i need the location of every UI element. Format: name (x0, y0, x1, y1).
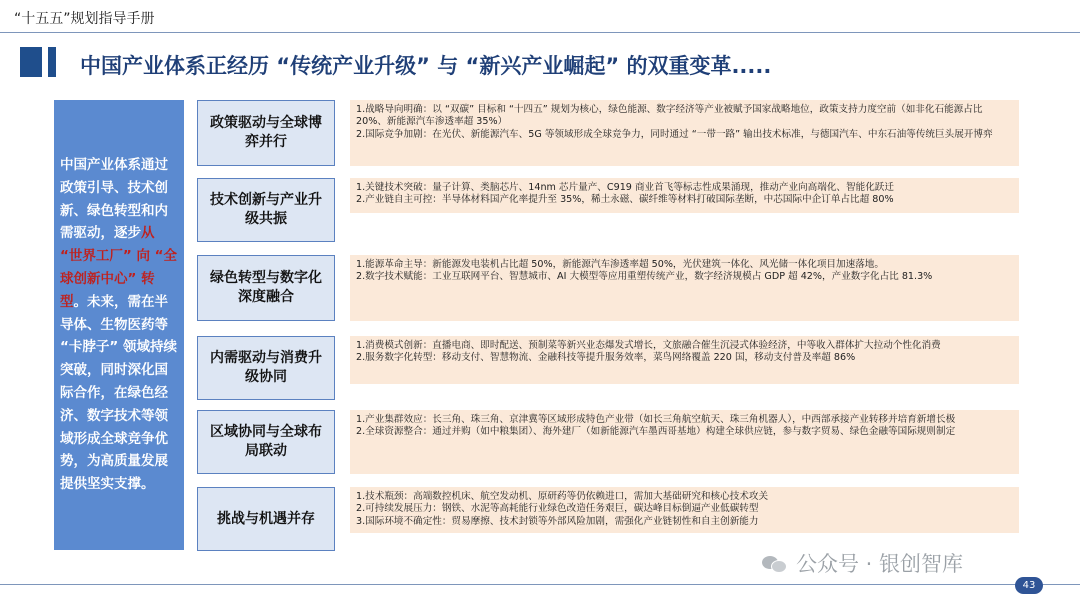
top-divider (0, 32, 1080, 33)
row-point: 3.国际环境不确定性：贸易摩擦、技术封锁等外部风险加剧，需强化产业链韧性和自主创新能力 (356, 515, 759, 527)
row-point: 1.关键技术突破：量子计算、类脑芯片、14nm 芯片量产、C919 商业首飞等标志性成果涌现，推动产业向高端化、智能化跃迁 (356, 182, 894, 193)
row-body (350, 487, 1019, 533)
row-label: 政策驱动与全球博弈并行 (197, 100, 335, 166)
row-label: 区域协同与全球布局联动 (197, 410, 335, 474)
summary-text-before: 中国产业体系通过政策引导、技术创新、绿色转型和内需驱动，逐步 (60, 157, 168, 242)
row-point: 1.能源革命主导：新能源发电装机占比超 50%，新能源汽车渗透率超 50%，光伏建筑一体化、风光储一体化项目加速落地。 (356, 259, 884, 270)
bottom-divider (0, 584, 1080, 585)
wechat-icon (762, 552, 788, 574)
row-point: 1.技术瓶颈：高端数控机床、航空发动机、原研药等仍依赖进口，需加大基础研究和核心技术攻关 (356, 491, 769, 502)
row-point: 2.产业链自主可控：半导体材料国产化率提升至 35%，稀土永磁、碳纤维等材料打破国际垄断，中芯国际中企订单占比超 80% (356, 194, 894, 206)
slide-headline: 中国产业体系正经历 “传统产业升级” 与 “新兴产业崛起” 的双重变革..... (80, 54, 772, 78)
row-label: 技术创新与产业升级共振 (197, 178, 335, 242)
row-point: 2.全球资源整合：通过并购（如中粮集团）、海外建厂（如新能源汽车墨西哥基地）构建全球供应链，参与数字贸易、绿色金融等国际规则制定 (356, 426, 956, 438)
row-point: 1.产业集群效应：长三角、珠三角、京津冀等区域形成特色产业带（如长三角航空航天、珠三角机器人），中西部承接产业转移并培育新增长极 (356, 414, 956, 425)
title-marker-block (20, 47, 42, 77)
row-technology (197, 178, 1019, 242)
watermark (762, 548, 963, 578)
row-body (350, 410, 1019, 474)
row-challenges (197, 487, 1019, 551)
row-point: 1.消费模式创新：直播电商、即时配送、预制菜等新兴业态爆发式增长，文旅融合催生沉浸式体验经济，中等收入群体扩大拉动个性化消费 (356, 340, 941, 351)
row-label: 挑战与机遇并存 (197, 487, 335, 551)
row-body (350, 255, 1019, 321)
row-label: 绿色转型与数字化深度融合 (197, 255, 335, 321)
document-title: “十五五”规划指导手册 (14, 11, 155, 27)
summary-text (60, 154, 178, 496)
title-marker-bar (48, 47, 56, 77)
row-regional-global (197, 410, 1019, 474)
page-number: 43 (1015, 577, 1043, 594)
row-point: 2.可持续发展压力：钢铁、水泥等高耗能行业绿色改造任务艰巨，碳达峰目标倒逼产业低碳转型 (356, 503, 759, 515)
row-point: 1.战略导向明确：以 “双碳” 目标和 “十四五” 规划为核心，绿色能源、数字经济等产业被赋予国家战略地位，政策支持力度空前（如非化石能源占比 20%、新能源汽车渗透率超 35%） (356, 104, 983, 128)
summary-highlight: 从 “世界工厂” 向 “全球创新中心” 转型 (60, 225, 178, 310)
row-body (350, 100, 1019, 166)
summary-panel (54, 100, 184, 550)
row-policy (197, 100, 1019, 166)
row-label: 内需驱动与消费升级协同 (197, 336, 335, 400)
row-point: 2.服务数字化转型：移动支付、智慧物流、金融科技等提升服务效率，菜鸟网络覆盖 220 国，移动支付普及率超 86% (356, 352, 856, 364)
row-body (350, 336, 1019, 384)
summary-text-after: 。未来，需在半导体、生物医药等 “卡脖子” 领域持续突破，同时深化国际合作，在绿色经济、数字技术等领域形成全球竞争优势，为高质量发展提供坚实支撑。 (60, 293, 177, 493)
row-point: 2.国际竞争加剧：在光伏、新能源汽车、5G 等领域形成全球竞争力，同时通过 “一带一路” 输出技术标准，与德国汽车、中东石油等传统巨头展开博弈 (356, 128, 993, 140)
row-body (350, 178, 1019, 213)
row-point: 2.数字技术赋能：工业互联网平台、智慧城市、AI 大模型等应用重塑传统产业，数字经济规模占 GDP 超 42%，产业数字化占比 81.3% (356, 271, 933, 283)
row-consumption (197, 336, 1019, 400)
watermark-text: 公众号 · 银创智库 (796, 552, 964, 576)
row-green-digital (197, 255, 1019, 321)
